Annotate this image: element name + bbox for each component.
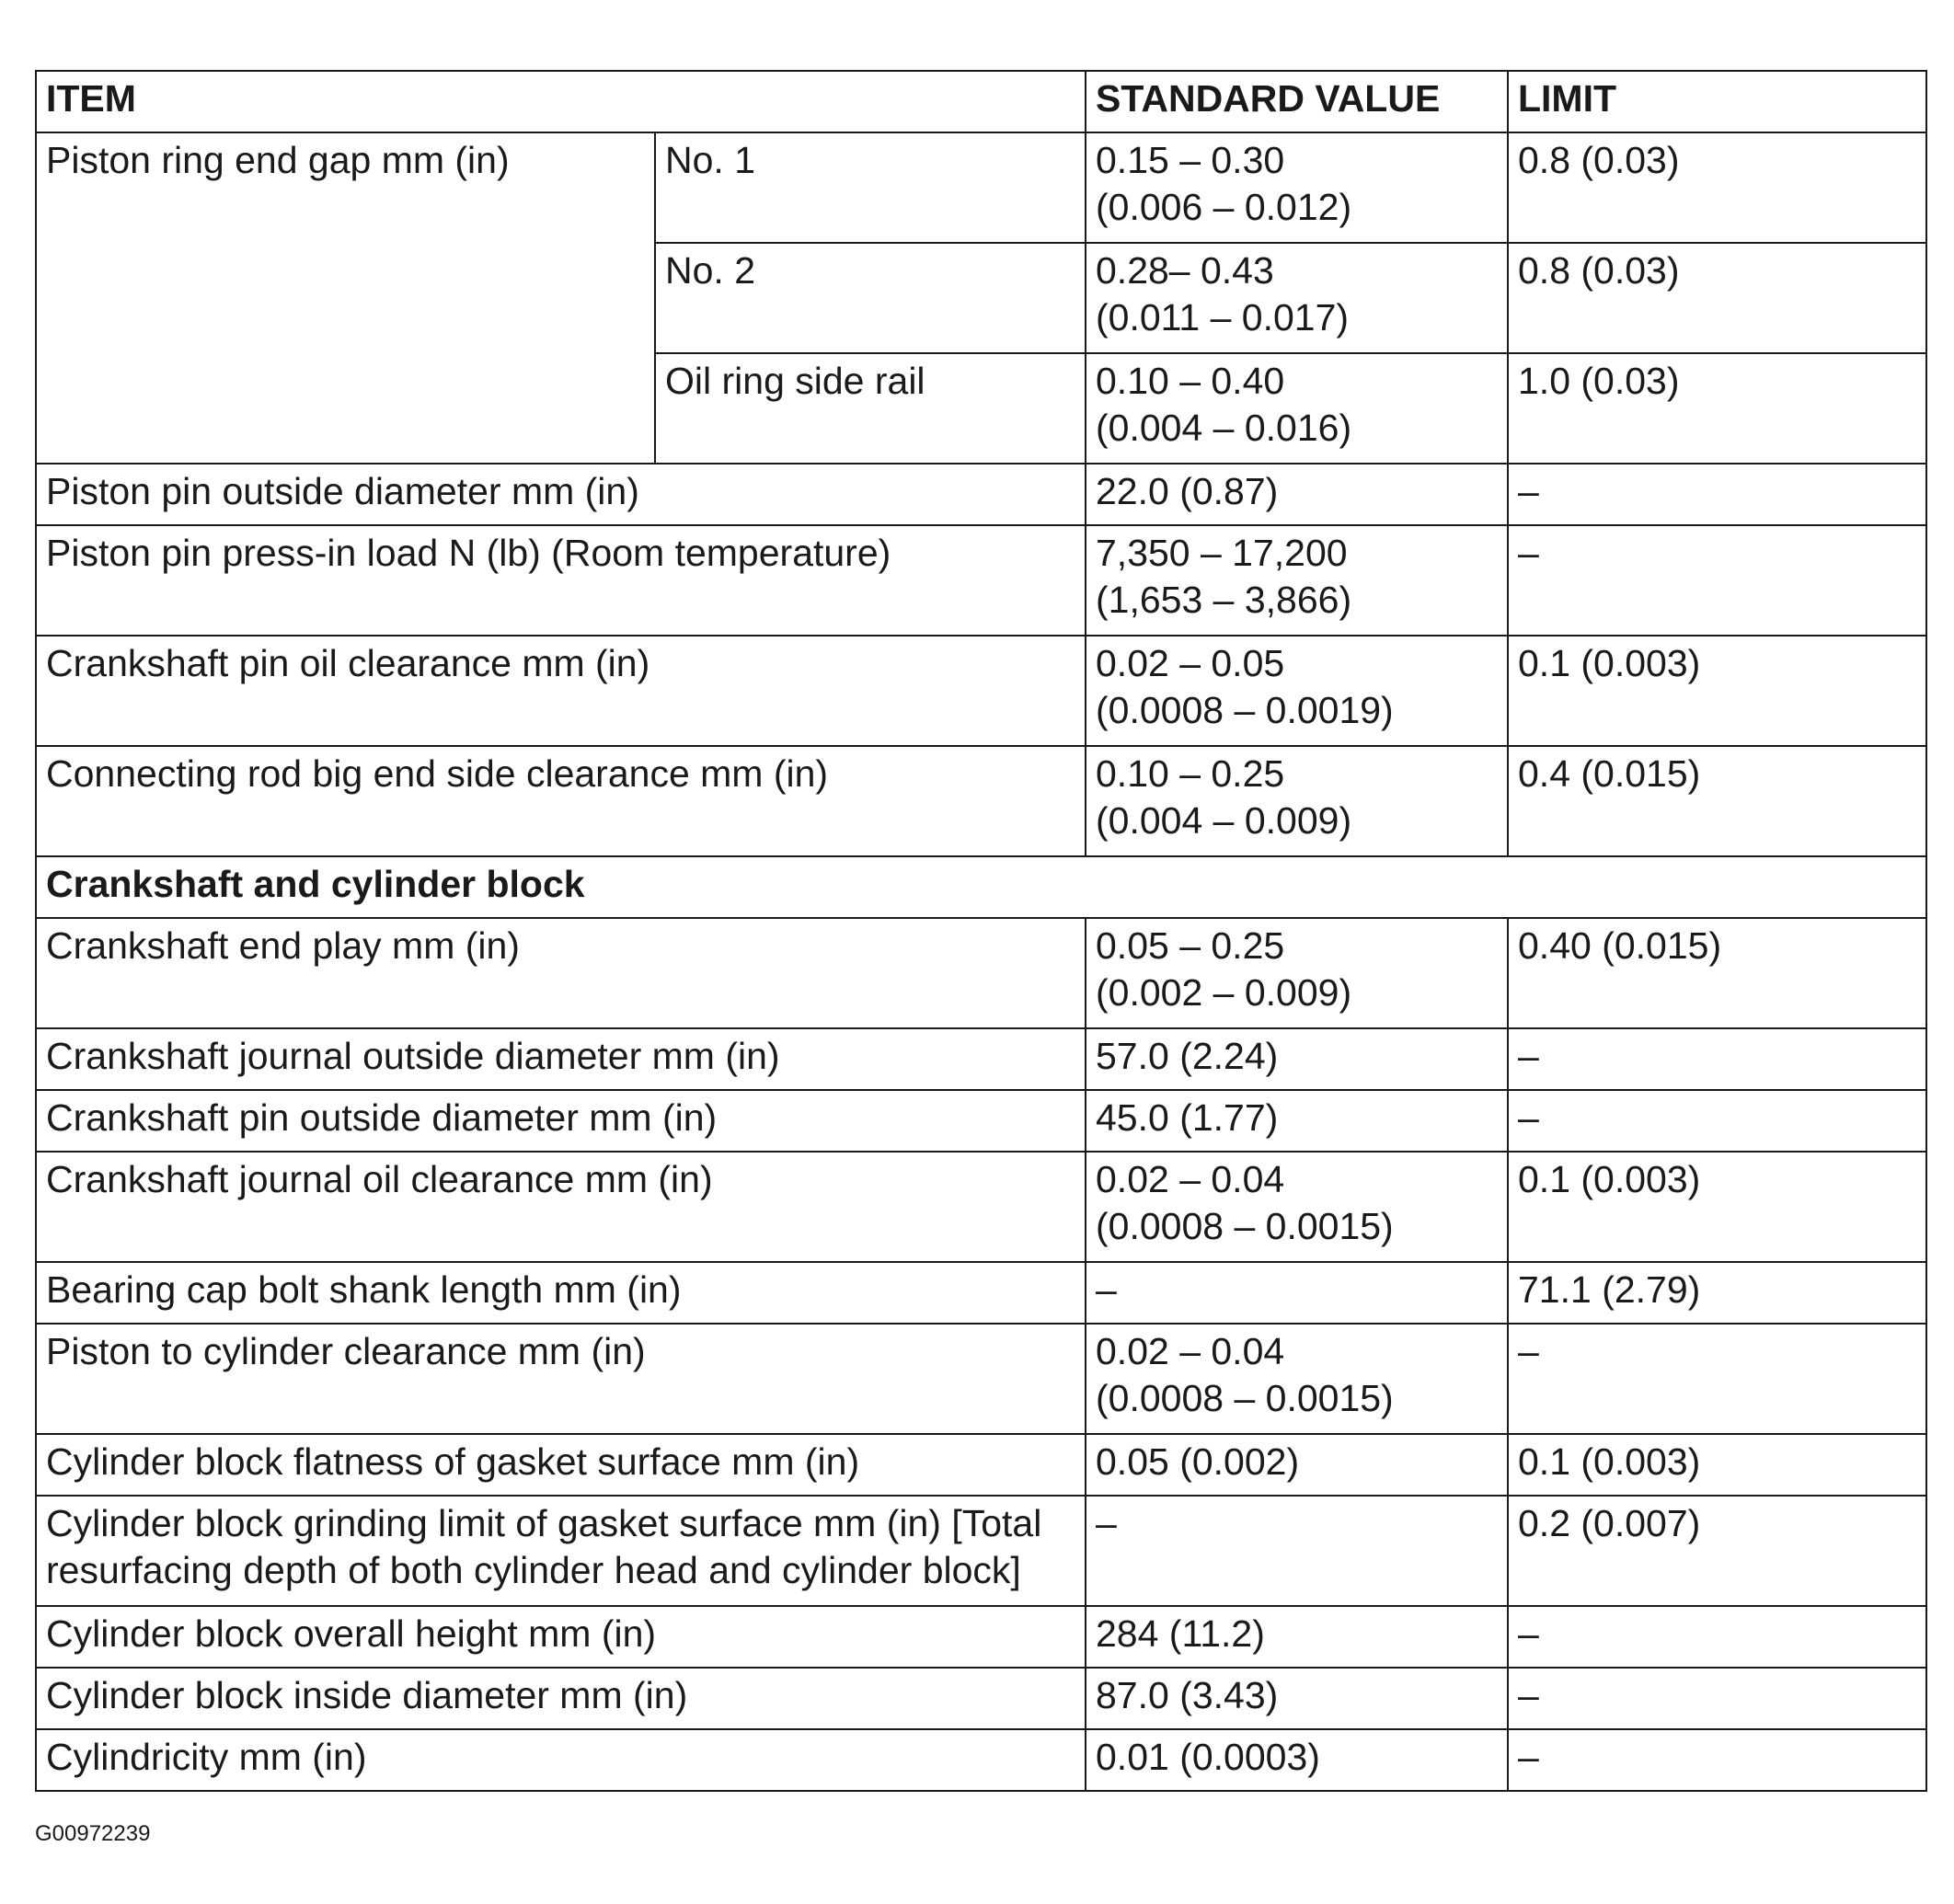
table-row — [36, 636, 1926, 746]
standard-value-cell — [1086, 132, 1508, 243]
standard-value-line: (1,653 – 3,866) — [1096, 579, 1352, 621]
limit-cell: – — [1508, 464, 1926, 525]
table-row — [36, 132, 1926, 243]
item-cell: Crankshaft end play mm (in) — [36, 918, 1086, 1028]
header-limit: LIMIT — [1508, 71, 1926, 132]
spec-table — [35, 70, 1927, 1792]
standard-value-cell — [1086, 636, 1508, 746]
item-cell: Cylinder block flatness of gasket surface mm (in) — [36, 1434, 1086, 1496]
standard-value-cell — [1086, 746, 1508, 856]
limit-cell: – — [1508, 1668, 1926, 1729]
standard-value-cell: 57.0 (2.24) — [1086, 1028, 1508, 1090]
standard-value-cell: – — [1086, 1496, 1508, 1606]
standard-value-line: (0.0008 – 0.0015) — [1096, 1205, 1394, 1247]
standard-value-line: 0.15 – 0.30 — [1096, 139, 1285, 181]
limit-cell: – — [1508, 1324, 1926, 1434]
item-cell: Connecting rod big end side clearance mm (in) — [36, 746, 1086, 856]
sub-item-cell: No. 2 — [655, 243, 1086, 353]
item-cell: Piston pin outside diameter mm (in) — [36, 464, 1086, 525]
header-standard-value: STANDARD VALUE — [1086, 71, 1508, 132]
item-cell: Cylinder block overall height mm (in) — [36, 1606, 1086, 1668]
item-cell: Cylinder block inside diameter mm (in) — [36, 1668, 1086, 1729]
table-row — [36, 1028, 1926, 1090]
sub-item-cell: No. 1 — [655, 132, 1086, 243]
item-cell: Piston ring end gap mm (in) — [36, 132, 655, 464]
item-cell: Crankshaft pin outside diameter mm (in) — [36, 1090, 1086, 1152]
table-row — [36, 1090, 1926, 1152]
standard-value-line: 7,350 – 17,200 — [1096, 532, 1348, 574]
item-cell: Cylinder block grinding limit of gasket surface mm (in) [Total resurfacing depth of both cylinder head and cylinder block] — [36, 1496, 1086, 1606]
table-row — [36, 1324, 1926, 1434]
table-row — [36, 1729, 1926, 1791]
standard-value-cell: 22.0 (0.87) — [1086, 464, 1508, 525]
limit-cell: 0.8 (0.03) — [1508, 243, 1926, 353]
item-cell: Piston to cylinder clearance mm (in) — [36, 1324, 1086, 1434]
limit-cell: 1.0 (0.03) — [1508, 353, 1926, 464]
limit-cell: 0.4 (0.015) — [1508, 746, 1926, 856]
limit-cell: 0.8 (0.03) — [1508, 132, 1926, 243]
limit-cell: 0.1 (0.003) — [1508, 636, 1926, 746]
standard-value-line: 0.10 – 0.40 — [1096, 360, 1285, 402]
limit-cell: 71.1 (2.79) — [1508, 1262, 1926, 1324]
item-cell: Bearing cap bolt shank length mm (in) — [36, 1262, 1086, 1324]
standard-value-cell: 87.0 (3.43) — [1086, 1668, 1508, 1729]
standard-value-line: (0.0008 – 0.0019) — [1096, 689, 1394, 731]
table-row — [36, 1152, 1926, 1262]
standard-value-line: 0.02 – 0.04 — [1096, 1330, 1285, 1372]
standard-value-line: (0.0008 – 0.0015) — [1096, 1377, 1394, 1419]
table-row — [36, 1434, 1926, 1496]
standard-value-line: (0.004 – 0.016) — [1096, 407, 1352, 449]
item-cell: Crankshaft journal oil clearance mm (in) — [36, 1152, 1086, 1262]
standard-value-cell: 0.05 (0.002) — [1086, 1434, 1508, 1496]
standard-value-line: 0.10 – 0.25 — [1096, 752, 1285, 795]
table-row — [36, 464, 1926, 525]
limit-cell: – — [1508, 1729, 1926, 1791]
limit-cell: – — [1508, 1090, 1926, 1152]
standard-value-cell — [1086, 243, 1508, 353]
item-cell: Crankshaft pin oil clearance mm (in) — [36, 636, 1086, 746]
standard-value-line: (0.004 – 0.009) — [1096, 799, 1352, 842]
standard-value-line: (0.011 – 0.017) — [1096, 296, 1350, 338]
section-heading: Crankshaft and cylinder block — [36, 856, 1926, 918]
table-row — [36, 918, 1926, 1028]
limit-cell: – — [1508, 525, 1926, 636]
standard-value-line: (0.006 – 0.012) — [1096, 186, 1352, 228]
limit-cell: 0.1 (0.003) — [1508, 1152, 1926, 1262]
standard-value-cell — [1086, 525, 1508, 636]
table-row — [36, 525, 1926, 636]
standard-value-cell — [1086, 1152, 1508, 1262]
limit-cell: – — [1508, 1606, 1926, 1668]
standard-value-line: (0.002 – 0.009) — [1096, 971, 1352, 1014]
standard-value-cell — [1086, 353, 1508, 464]
header-row — [36, 71, 1926, 132]
standard-value-line: 0.02 – 0.04 — [1096, 1158, 1285, 1200]
item-cell: Cylindricity mm (in) — [36, 1729, 1086, 1791]
limit-cell: – — [1508, 1028, 1926, 1090]
header-item: ITEM — [36, 71, 1086, 132]
standard-value-cell: 45.0 (1.77) — [1086, 1090, 1508, 1152]
figure-code: G00972239 — [35, 1821, 151, 1846]
table-row — [36, 1668, 1926, 1729]
standard-value-cell — [1086, 918, 1508, 1028]
limit-cell: 0.40 (0.015) — [1508, 918, 1926, 1028]
limit-cell: 0.2 (0.007) — [1508, 1496, 1926, 1606]
standard-value-cell: 0.01 (0.0003) — [1086, 1729, 1508, 1791]
table-row — [36, 1496, 1926, 1606]
standard-value-cell: 284 (11.2) — [1086, 1606, 1508, 1668]
table-row — [36, 1606, 1926, 1668]
section-row — [36, 856, 1926, 918]
limit-cell: 0.1 (0.003) — [1508, 1434, 1926, 1496]
table-row — [36, 1262, 1926, 1324]
item-cell: Piston pin press-in load N (lb) (Room temperature) — [36, 525, 1086, 636]
sub-item-cell: Oil ring side rail — [655, 353, 1086, 464]
standard-value-line: 0.02 – 0.05 — [1096, 642, 1285, 684]
table-row — [36, 746, 1926, 856]
standard-value-line: 0.05 – 0.25 — [1096, 924, 1285, 967]
standard-value-line: 0.28– 0.43 — [1096, 249, 1274, 292]
standard-value-cell — [1086, 1324, 1508, 1434]
item-cell: Crankshaft journal outside diameter mm (in) — [36, 1028, 1086, 1090]
standard-value-cell: – — [1086, 1262, 1508, 1324]
